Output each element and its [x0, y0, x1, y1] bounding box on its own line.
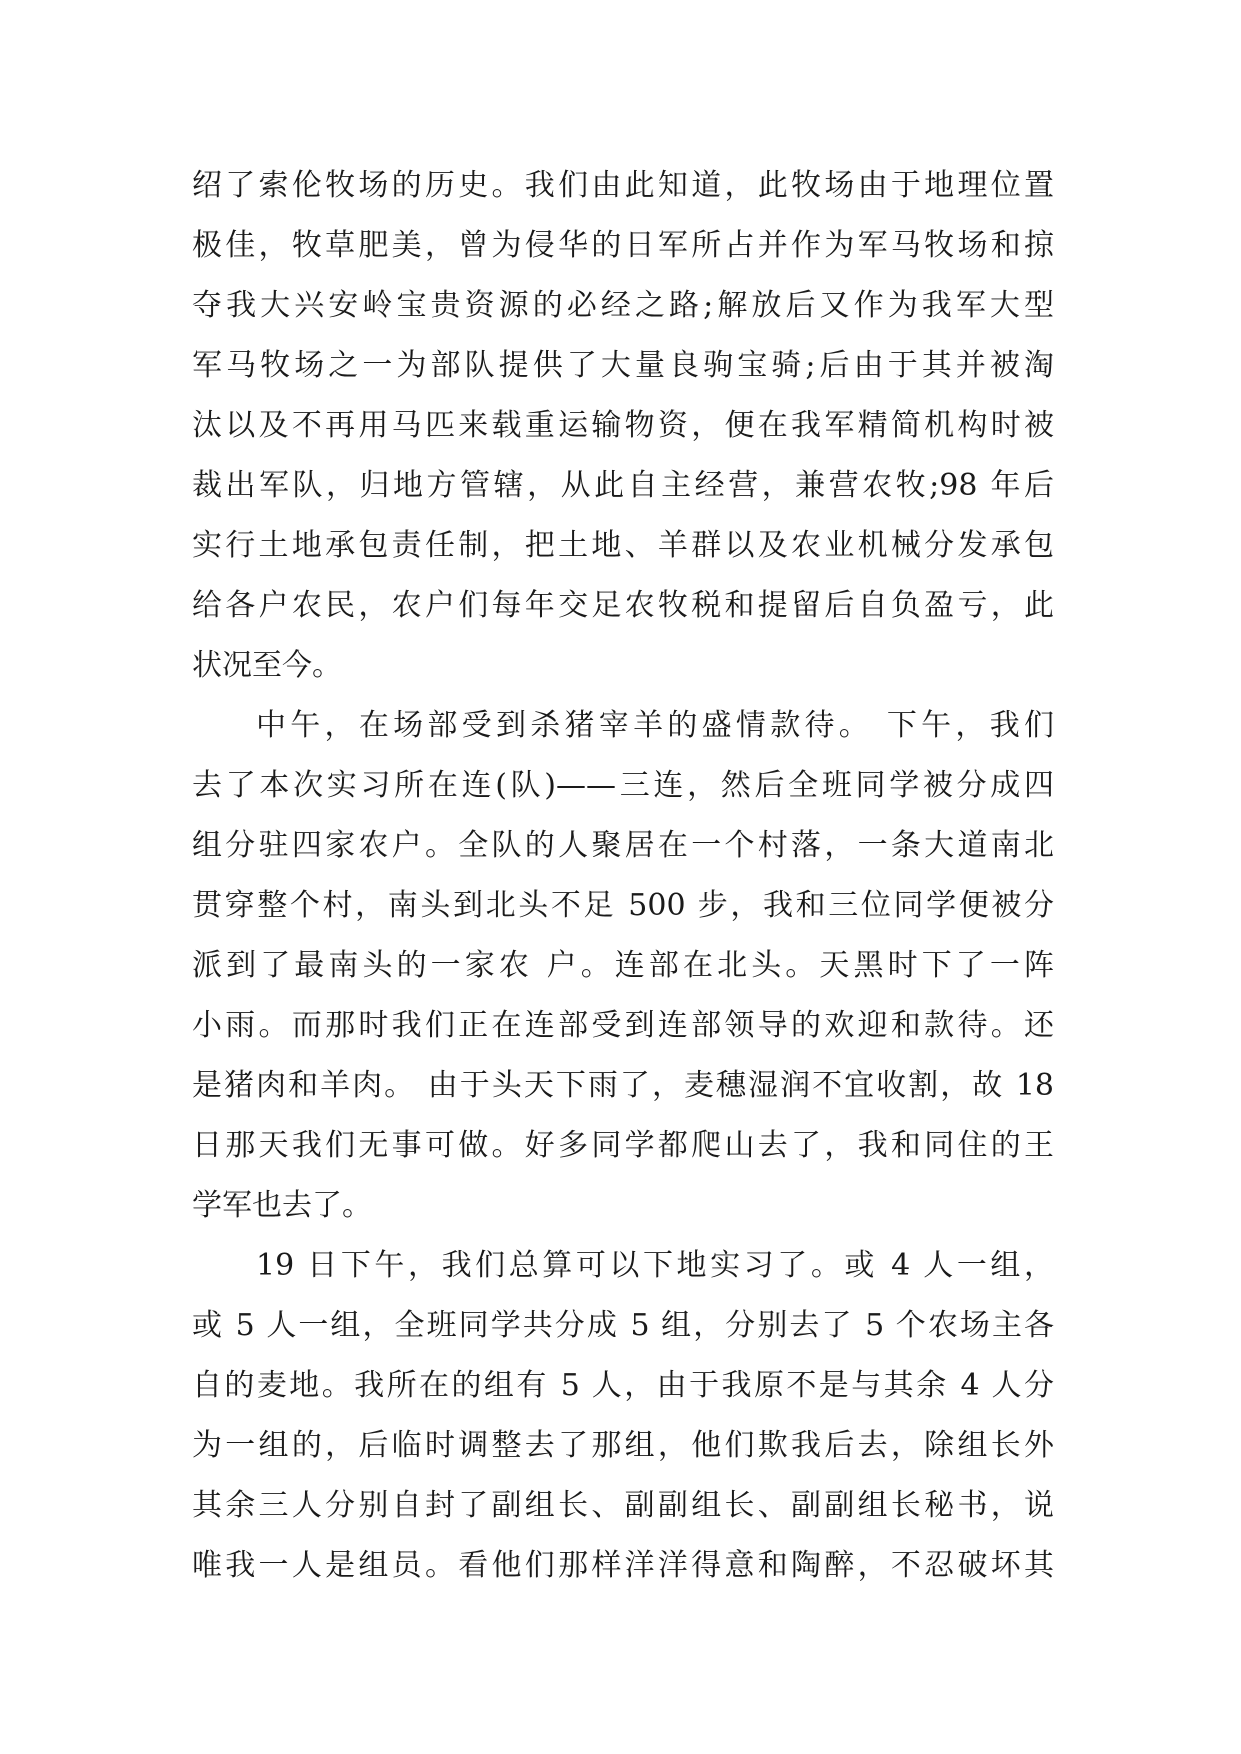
paragraph-first-line: 19 日下午，我们总算可以下地实习了。或 4 人一组， — [256, 1248, 1054, 1283]
text-line: 唯我一人是组员。看他们那样洋洋得意和陶醉，不忍破坏其 — [192, 1548, 1054, 1583]
paragraph-first-line: 中午，在场部受到杀猪宰羊的盛情款待。 下午，我们 — [256, 708, 1054, 743]
text-line: 绍了索伦牧场的历史。我们由此知道，此牧场由于地理位置 — [192, 168, 1054, 203]
text-line: 是猪肉和羊肉。 由于头天下雨了，麦穗湿润不宜收割，故 18 — [192, 1068, 1054, 1103]
text-line: 自的麦地。我所在的组有 5 人，由于我原不是与其余 4 人分 — [192, 1368, 1054, 1403]
text-line: 组分驻四家农户。全队的人聚居在一个村落，一条大道南北 — [192, 828, 1054, 863]
text-line: 军马牧场之一为部队提供了大量良驹宝骑;后由于其并被淘 — [192, 348, 1054, 383]
body-text — [192, 156, 1054, 1596]
text-line: 学军也去了。 — [192, 1188, 372, 1223]
text-line: 贯穿整个村，南头到北头不足 500 步，我和三位同学便被分 — [192, 888, 1054, 923]
text-line: 裁出军队，归地方管辖，从此自主经营，兼营农牧;98 年后 — [192, 468, 1054, 503]
text-line: 其余三人分别自封了副组长、副副组长、副副组长秘书，说 — [192, 1488, 1054, 1523]
text-line: 状况至今。 — [192, 648, 342, 683]
text-line: 日那天我们无事可做。好多同学都爬山去了，我和同住的王 — [192, 1128, 1054, 1163]
text-line: 夺我大兴安岭宝贵资源的必经之路;解放后又作为我军大型 — [192, 288, 1054, 323]
text-line: 为一组的，后临时调整去了那组，他们欺我后去，除组长外 — [192, 1428, 1054, 1463]
text-line: 极佳，牧草肥美，曾为侵华的日军所占并作为军马牧场和掠 — [192, 228, 1054, 263]
text-line: 小雨。而那时我们正在连部受到连部领导的欢迎和款待。还 — [192, 1008, 1054, 1043]
text-line: 去了本次实习所在连(队)——三连，然后全班同学被分成四 — [192, 768, 1054, 803]
text-line: 派到了最南头的一家农 户。连部在北头。天黑时下了一阵 — [192, 948, 1054, 983]
text-line: 或 5 人一组，全班同学共分成 5 组，分别去了 5 个农场主各 — [192, 1308, 1054, 1343]
text-line: 给各户农民，农户们每年交足农牧税和提留后自负盈亏，此 — [192, 588, 1054, 623]
text-line: 汰以及不再用马匹来载重运输物资，便在我军精简机构时被 — [192, 408, 1054, 443]
text-line: 实行土地承包责任制，把土地、羊群以及农业机械分发承包 — [192, 528, 1054, 563]
